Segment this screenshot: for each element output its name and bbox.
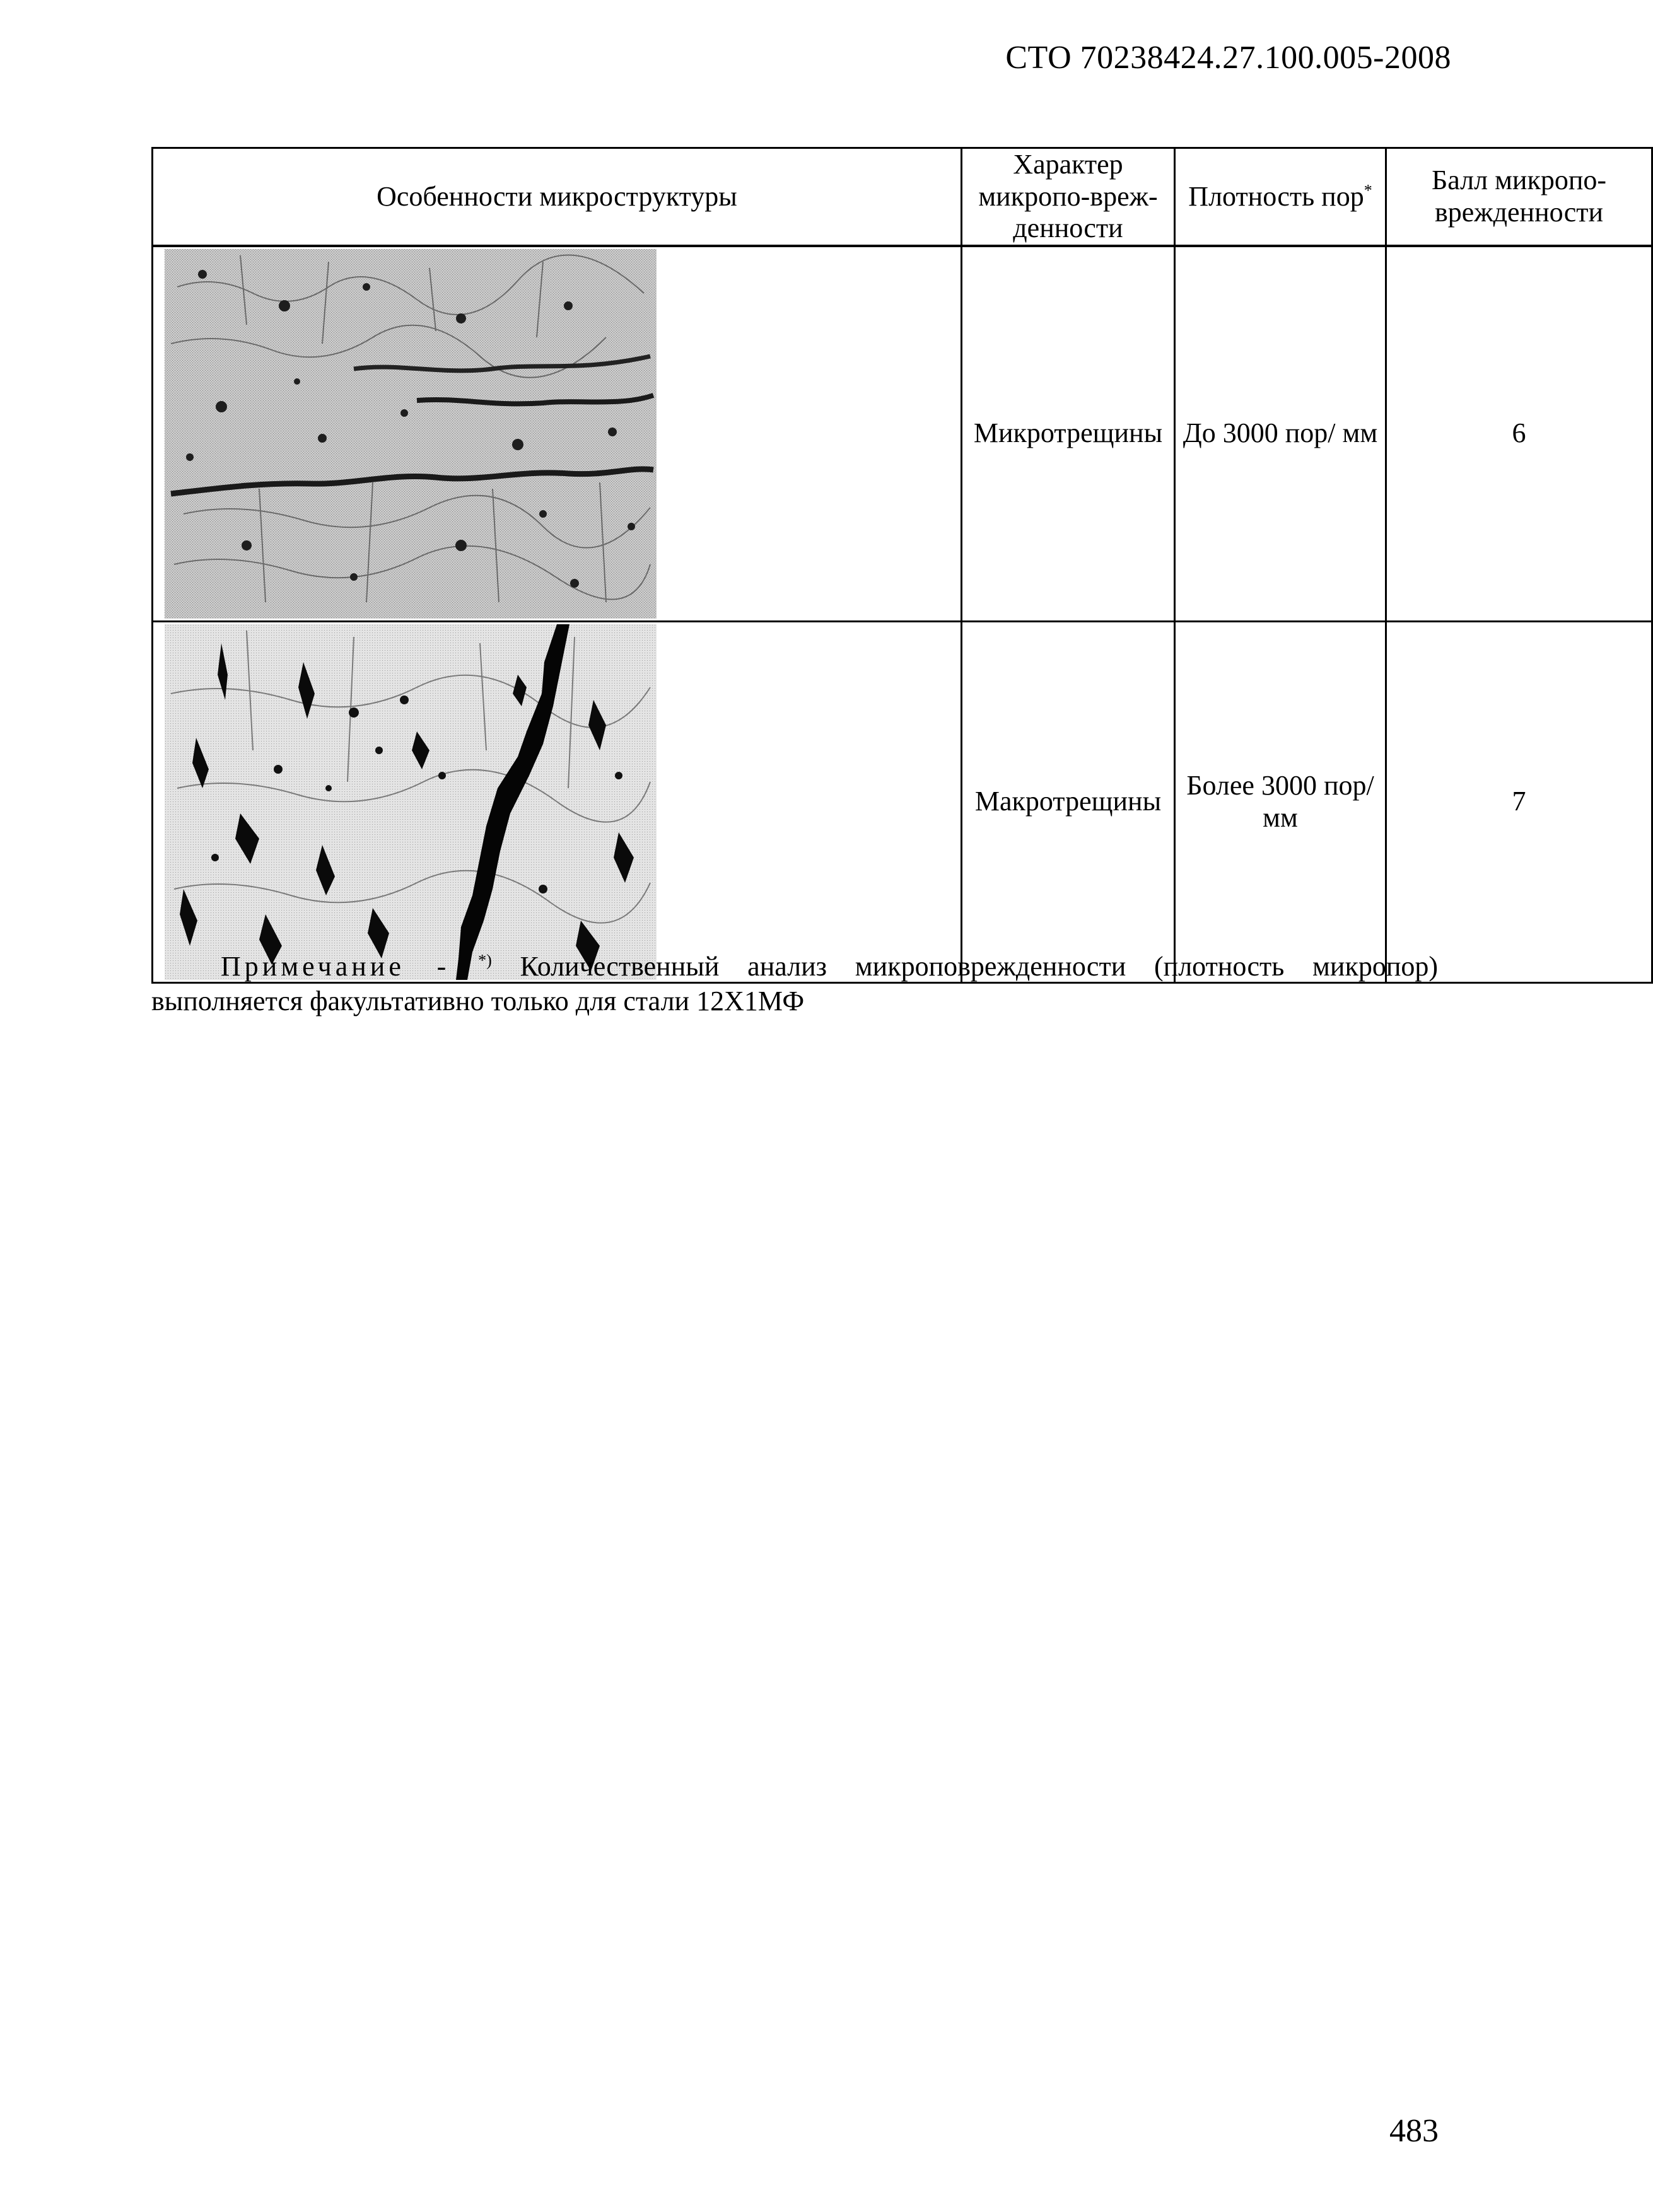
header-microstructure: Особенности микроструктуры xyxy=(153,148,962,246)
micrograph-macrocracks xyxy=(165,624,657,980)
damage-character-cell: Микротрещины xyxy=(962,246,1175,622)
table-header-row xyxy=(153,148,1652,246)
damage-score-cell: 7 xyxy=(1386,621,1652,982)
damage-score-cell: 6 xyxy=(1386,246,1652,622)
micrograph-cell xyxy=(153,246,962,622)
page-number: 483 xyxy=(1389,2113,1439,2149)
header-damage-character xyxy=(962,148,1175,246)
table-row xyxy=(153,621,1652,982)
table-row xyxy=(153,246,1652,622)
note-text: Количественный анализ микроповрежденности (плотность микропор) выполняется факультативно только для стали 12Х1МФ xyxy=(151,951,1439,1016)
microdamage-table xyxy=(151,147,1653,984)
micrograph-microcracks xyxy=(165,249,657,619)
header-damage-score: Балл микропо-врежденности xyxy=(1386,148,1652,246)
header-pore-density-label: Плотность пор xyxy=(1188,180,1364,212)
pore-density-cell: До 3000 пор/ мм xyxy=(1175,246,1386,622)
document-code: СТО 70238424.27.100.005-2008 xyxy=(1005,40,1451,76)
micrograph-cell xyxy=(153,621,962,982)
pore-density-cell: Более 3000 пор/ мм xyxy=(1175,621,1386,982)
damage-character-cell: Макротрещины xyxy=(962,621,1175,982)
header-pore-density xyxy=(1175,148,1386,246)
table-note xyxy=(151,950,1438,1018)
footnote-mark: * xyxy=(1364,180,1372,199)
note-label: Примечание - xyxy=(221,951,450,982)
note-footnote-mark: *) xyxy=(478,951,492,970)
header-damage-character-label: Характер микропо-врежденности xyxy=(978,149,1158,244)
